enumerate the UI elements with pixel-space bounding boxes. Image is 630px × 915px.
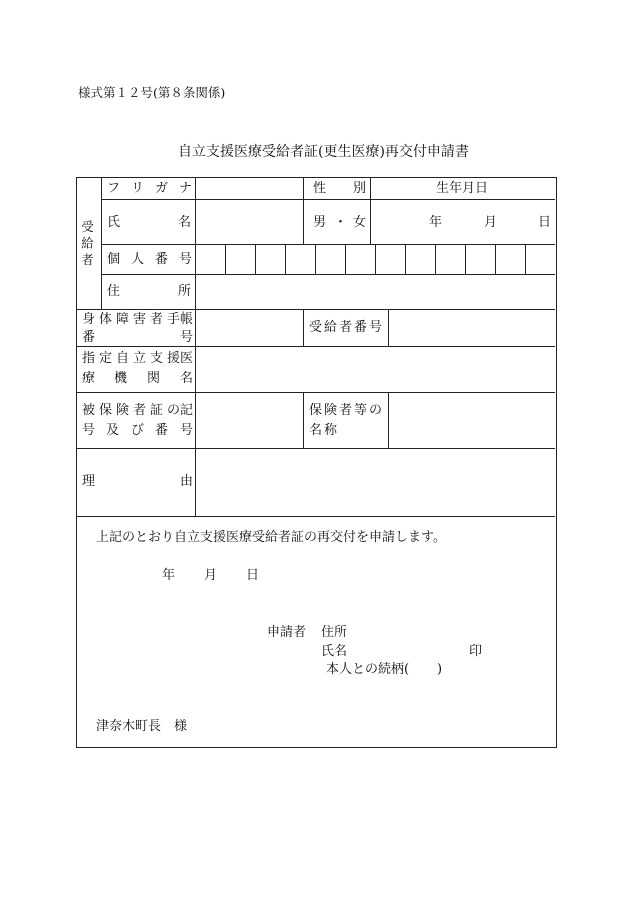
furigana-field[interactable] [196,178,302,199]
name-field[interactable] [196,200,302,244]
applicant-address-label: 住所 [321,625,348,640]
birthdate-label: 生年月日 [436,181,489,196]
address-field[interactable] [196,275,554,309]
form-number: 様式第１２号(第８条関係) [78,85,226,100]
recipient-number-label: 受給者番号 [309,320,385,335]
applicant-name-label: 氏名 [321,644,348,659]
relationship-field[interactable] [410,661,436,678]
recipient-section-label: 受給者 [79,220,95,270]
gender-male[interactable]: 男 [313,215,327,230]
relationship-label: 本人との続柄( [326,662,410,677]
relationship-close: ) [437,662,443,677]
personal-number-field[interactable] [196,245,554,274]
applicant-label: 申請者 [267,625,307,640]
addressee: 津奈木町長 様 [96,719,188,734]
disability-notebook-field[interactable] [196,310,302,346]
institution-field[interactable] [196,347,554,392]
insurance-card-field[interactable] [196,393,302,448]
form-title: 自立支援医療受給者証(更生医療)再交付申請書 [178,144,469,160]
reason-field[interactable] [196,449,554,516]
gender-female[interactable]: 女 [353,215,367,230]
seal-mark: 印 [469,644,483,659]
recipient-number-field[interactable] [389,310,554,346]
declaration-text: 上記のとおり自立支援医療受給者証の再交付を申請します。 [96,530,446,545]
insurer-field[interactable] [389,393,554,448]
